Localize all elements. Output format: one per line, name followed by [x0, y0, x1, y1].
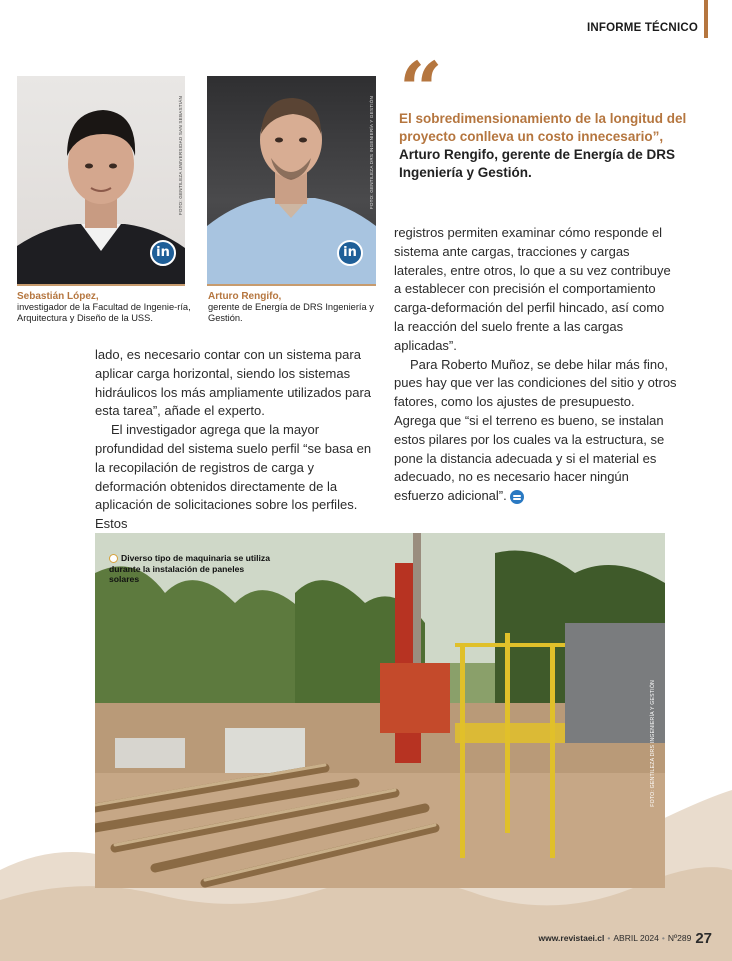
footer-issue: Nº289 — [667, 933, 692, 943]
profile-photo-lopez — [17, 76, 185, 284]
photo-credit: FOTO: GENTILEZA DRS INGENIERÍA Y GESTIÓN — [369, 96, 374, 210]
section-label: INFORME TÉCNICO — [587, 22, 698, 34]
profile-caption-lopez — [17, 291, 195, 324]
article-end-icon — [510, 490, 524, 504]
profile-name: Arturo Rengifo, — [208, 291, 282, 302]
page-footer: www.revistaei.cl • ABRIL 2024 • Nº289 27 — [538, 930, 712, 947]
photo-credit: FOTO: GENTILEZA DRS INGENIERÍA Y GESTIÓN — [650, 680, 656, 807]
article-column-left — [95, 346, 373, 534]
linkedin-icon[interactable]: in — [337, 240, 363, 266]
pullquote-text: El sobredimensionamiento de la longitud del proyecto conlleva un costo innecesario”, — [399, 111, 687, 144]
construction-site-photo — [95, 533, 665, 888]
paragraph: lado, es necesario contar con un sistema para aplicar carga horizontal, siendo los sistemas hidráulicos los más ampliamente utilizados para esta tarea”, añade el experto. — [95, 347, 372, 419]
profile-name: Sebastián López, — [17, 291, 99, 302]
photo-underline — [17, 284, 185, 286]
quote-mark-icon: “ — [399, 45, 443, 134]
photo-caption-text: Diverso tipo de maquinaria se utiliza durante la instalación de paneles solares — [109, 553, 270, 584]
profile-role: investigador de la Facultad de Ingenie-ría, Arquitectura y Diseño de la USS. — [17, 302, 191, 323]
photo-credit: FOTO: GENTILEZA UNIVERSIDAD SAN SEBASTIÁN — [178, 96, 183, 216]
photo-caption — [109, 553, 274, 585]
page-number: 27 — [695, 930, 712, 947]
profile-caption-rengifo — [208, 291, 378, 324]
footer-site[interactable]: www.revistaei.cl — [538, 933, 605, 943]
paragraph — [394, 356, 677, 506]
section-accent-bar — [704, 0, 708, 38]
paragraph: registros permiten examinar cómo responde el sistema ante cargas, tracciones y cargas laterales, entre otros, lo que a su vez contribuye a establecer con precisión el comportamiento carga-deformación del perfil hincado, así como la reacción del suelo frente a las cargas aplicadas”. — [394, 225, 671, 353]
paragraph: El investigador agrega que la mayor profundidad del sistema suelo perfil “se basa en la recopilación de registros de carga y deformación obtenidos directamente de la aplicación de solicitaciones sobre los perfiles. Estos — [95, 422, 372, 532]
footer-date: ABRIL 2024 — [613, 933, 659, 943]
article-column-right — [394, 224, 677, 506]
profile-role: gerente de Energía de DRS Ingeniería y Gestión. — [208, 302, 374, 323]
pullquote-attribution: Arturo Rengifo, gerente de Energía de DRS Ingeniería y Gestión. — [399, 147, 676, 180]
photo-underline — [207, 284, 376, 286]
caption-bullet-icon — [109, 554, 118, 563]
linkedin-icon[interactable]: in — [150, 240, 176, 266]
profile-photo-rengifo — [207, 76, 376, 284]
paragraph-text: Para Roberto Muñoz, se debe hilar más fino, pues hay que ver las condiciones del sitio y otros fatores, como los ajustes de presupuesto. Agrega que “si el terreno es bueno, se instalan estos pilares por los cuales va la estructura, se pone la distancia adecuada y si el material es adecuado, no es necesario hacer ningún esfuerzo adicional”. — [394, 356, 677, 504]
pullquote — [399, 110, 699, 182]
